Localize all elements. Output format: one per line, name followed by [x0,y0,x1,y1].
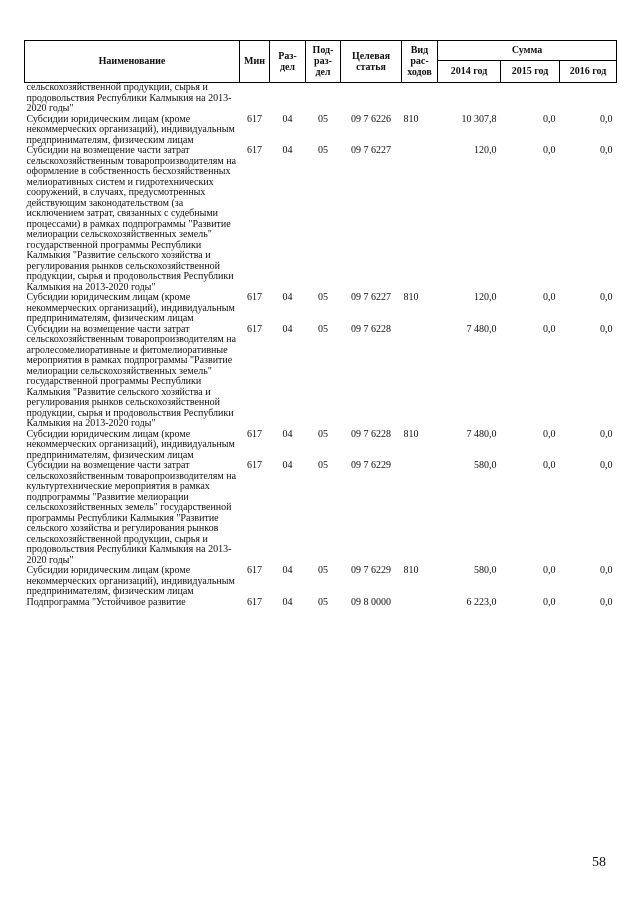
row-celevaya: 09 7 6226 [351,113,391,125]
row-name: Субсидии юридическим лицам (кроме некоммерческих организаций), индивидуальным предпринимателям, физическим лицам [26,565,235,597]
row-name: сельскохозяйственной продукции, сырья и продовольствия Республики Калмыкия на 2013-2020 годы" [26,82,232,114]
row-vid [402,598,438,609]
row-celevaya [341,83,402,115]
row-celevaya: 09 7 6229 [351,460,391,471]
row-podrazdel: 05 [318,428,328,440]
row-min: 617 [247,323,262,335]
row-celevaya: 09 7 6228 [351,323,391,335]
row-vid [402,461,438,566]
row-2014: 7 480,0 [466,323,497,335]
header-razdel: Раз-дел [270,41,306,83]
row-vid [402,325,438,430]
row-2014: 120,0 [474,292,497,303]
row-name: Субсидии на возмещение части затрат сельскохозяйственным товаропроизводителям на агролесомелиоративные и фитомелиоративные мероприятия в рамках подпрограммы "Развитие мелиорации сельскохозяйственных земель" государственной программы Республики Калмыкия "Развитие сельского хозяйства и регулирования рынков сельскохозяйственной продукции, сырья и продовольствия Республики Калмыкия на 2013-2020 годы" [26,323,237,429]
row-2015: 0,0 [543,428,556,440]
row-2016: 0,0 [600,323,613,335]
row-podrazdel: 05 [318,113,328,125]
row-razdel: 04 [282,113,293,125]
row-name: Субсидии юридическим лицам (кроме некоммерческих организаций), индивидуальным предпринимателям, физическим лицам [26,428,235,461]
row-min: 617 [247,428,262,440]
row-razdel: 04 [282,145,293,156]
row-2014: 120,0 [474,145,497,156]
row-name: Субсидии юридическим лицам (кроме некоммерческих организаций), индивидуальным предпринимателям, физическим лицам [26,292,235,324]
row-podrazdel: 05 [318,145,328,156]
row-razdel: 04 [282,428,293,440]
row-vid [402,83,438,115]
row-vid: 810 [403,113,419,125]
row-2014: 580,0 [474,460,497,471]
table-row [25,83,617,115]
row-2016: 0,0 [600,292,613,303]
row-celevaya: 09 8 0000 [351,596,391,608]
row-name: Субсидии на возмещение части затрат сельскохозяйственным товаропроизводителям на культуртехнические мероприятия в рамках подпрограммы "Развитие мелиорации сельскохозяйственных земель" государственной программы Республики Калмыкия "Развитие сельского хозяйства и регулирования рынков сельскохозяйственной продукции, сырья и продовольствия Республики Калмыкия на 2013-2020 годы" [26,460,237,566]
header-name: Наименование [25,41,240,83]
table-row [25,325,617,430]
header-summa: Сумма [438,41,617,61]
header-celevaya: Целевая статья [341,41,402,83]
row-celevaya: 09 7 6229 [351,565,391,576]
row-podrazdel: 05 [318,460,328,471]
row-2014 [438,83,501,115]
row-vid: 810 [403,565,419,576]
table-row [25,146,617,293]
row-podrazdel: 05 [318,292,328,303]
row-min: 617 [247,113,262,125]
row-celevaya: 09 7 6227 [351,292,391,303]
row-name: Субсидии на возмещение части затрат сельскохозяйственным товаропроизводителям на оформление в собственность бесхозяйственных мелиоративных систем и гидротехнических сооружений, в случаях, предусмотренных действующим законодательством (за исключением затрат, связанных с судебными процессами) в рамках подпрограммы "Развитие мелиорации сельскохозяйственных земель" государственной программы Республики Калмыкия "Развитие сельского хозяйства и регулирования рынков сельскохозяйственной продукции, сырья и продовольствия Республики Калмыкия на 2013-2020 годы" [26,145,237,293]
table-row [25,566,617,598]
row-2016: 0,0 [600,596,613,608]
row-2015: 0,0 [543,323,556,335]
row-podrazdel: 05 [318,323,328,335]
row-2015: 0,0 [543,460,556,471]
row-2015 [501,83,560,115]
row-podrazdel: 05 [318,596,328,608]
budget-table [24,40,617,608]
row-2014: 10 307,8 [461,113,497,125]
row-2016: 0,0 [600,565,613,576]
row-2016: 0,0 [600,145,613,156]
row-razdel: 04 [282,460,293,471]
header-min: Мин [240,41,270,83]
header-podrazdel: Под-раз-дел [306,41,341,83]
row-vid: 810 [403,292,419,303]
row-min: 617 [247,460,262,471]
table-body [25,83,617,609]
row-razdel: 04 [282,292,293,303]
header-2014: 2014 год [438,61,501,83]
row-2015: 0,0 [543,292,556,303]
row-celevaya: 09 7 6228 [351,428,391,440]
row-2016 [560,83,617,115]
row-name: Подпрограмма "Устойчивое развитие [26,596,186,608]
row-podrazdel: 05 [318,565,328,576]
row-2016: 0,0 [600,113,613,125]
table-row [25,293,617,325]
row-min: 617 [247,292,262,303]
row-vid [402,146,438,293]
row-min: 617 [247,596,262,608]
row-2015: 0,0 [543,596,556,608]
header-2015: 2015 год [501,61,560,83]
table-row [25,430,617,462]
budget-document [24,40,616,608]
row-2015: 0,0 [543,113,556,125]
header-vid: Вид рас-ходов [402,41,438,83]
row-2014: 6 223,0 [466,596,497,608]
table-header [25,41,617,83]
page-number: 58 [592,855,606,870]
table-row [25,461,617,566]
row-2016: 0,0 [600,460,613,471]
row-2014: 7 480,0 [466,428,497,440]
row-vid: 810 [403,428,419,440]
row-name: Субсидии юридическим лицам (кроме некоммерческих организаций), индивидуальным предпринимателям, физическим лицам [26,113,235,146]
row-min: 617 [247,565,262,576]
row-2016: 0,0 [600,428,613,440]
row-celevaya: 09 7 6227 [351,145,391,156]
row-razdel [270,83,306,115]
header-2016: 2016 год [560,61,617,83]
table-row [25,115,617,147]
row-razdel: 04 [282,596,293,608]
row-2015: 0,0 [543,145,556,156]
row-razdel: 04 [282,323,293,335]
row-min: 617 [247,145,262,156]
row-min [240,83,270,115]
row-podrazdel [306,83,341,115]
row-2014: 580,0 [474,565,497,576]
table-row [25,598,617,609]
row-2015: 0,0 [543,565,556,576]
row-razdel: 04 [282,565,293,576]
